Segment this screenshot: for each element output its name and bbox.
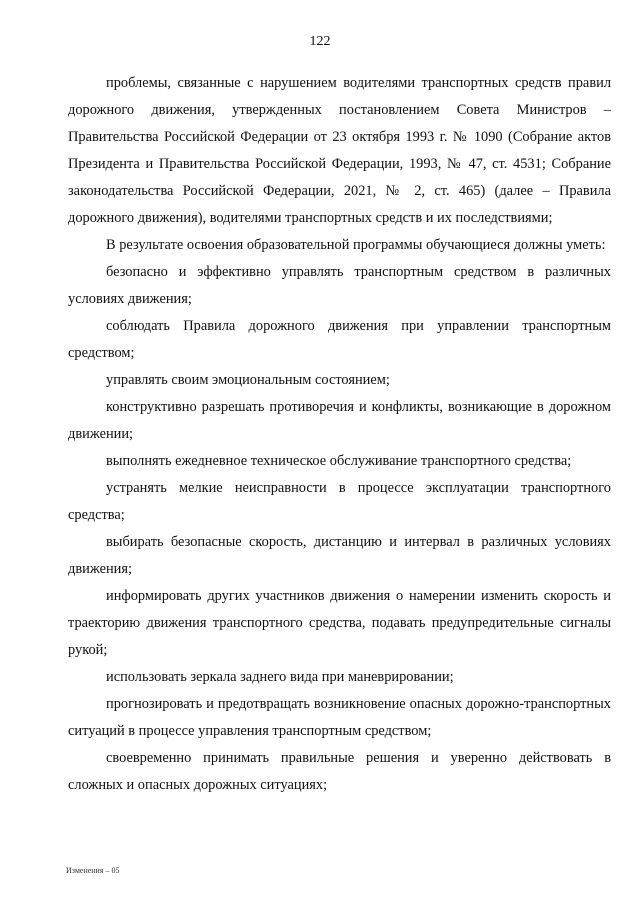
footer-note: Изменения – 05 xyxy=(66,866,120,875)
paragraph: прогнозировать и предотвращать возникновение опасных дорожно-транспортных ситуаций в процессе управления транспортным средством; xyxy=(68,696,611,739)
document-body xyxy=(68,70,611,799)
paragraph: безопасно и эффективно управлять транспортным средством в различных условиях движения; xyxy=(68,264,611,307)
paragraph: использовать зеркала заднего вида при маневрировании; xyxy=(106,669,454,685)
paragraph: своевременно принимать правильные решения и уверенно действовать в сложных и опасных дорожных ситуациях; xyxy=(68,750,611,793)
paragraph: соблюдать Правила дорожного движения при управлении транспортным средством; xyxy=(68,318,611,361)
paragraph: информировать других участников движения о намерении изменить скорость и траекторию движения транспортного средства, подавать предупредительные сигналы рукой; xyxy=(68,588,611,658)
paragraph: устранять мелкие неисправности в процессе эксплуатации транспортного средства; xyxy=(68,480,611,523)
paragraph: выбирать безопасные скорость, дистанцию и интервал в различных условиях движения; xyxy=(68,534,611,577)
paragraph: проблемы, связанные с нарушением водителями транспортных средств правил дорожного движения, утвержденных постановлением Совета Министров – Правительства Российской Федерации от 23 октября 1993 г. № 1090 (Собрание актов Президента и Правительства Российской Федерации, 1993, № 47, ст. 4531; Собрание законодательства Российской Федерации, 2021, № 2, ст. 465) (далее – Правила дорожного движения), водителями транспортных средств и их последствиями; xyxy=(68,75,611,226)
paragraph: выполнять ежедневное техническое обслуживание транспортного средства; xyxy=(106,453,572,469)
paragraph: конструктивно разрешать противоречия и конфликты, возникающие в дорожном движении; xyxy=(68,399,611,442)
paragraph: управлять своим эмоциональным состоянием; xyxy=(106,372,390,388)
paragraph: В результате освоения образовательной программы обучающиеся должны уметь: xyxy=(106,237,606,253)
page-number: 122 xyxy=(309,34,331,49)
